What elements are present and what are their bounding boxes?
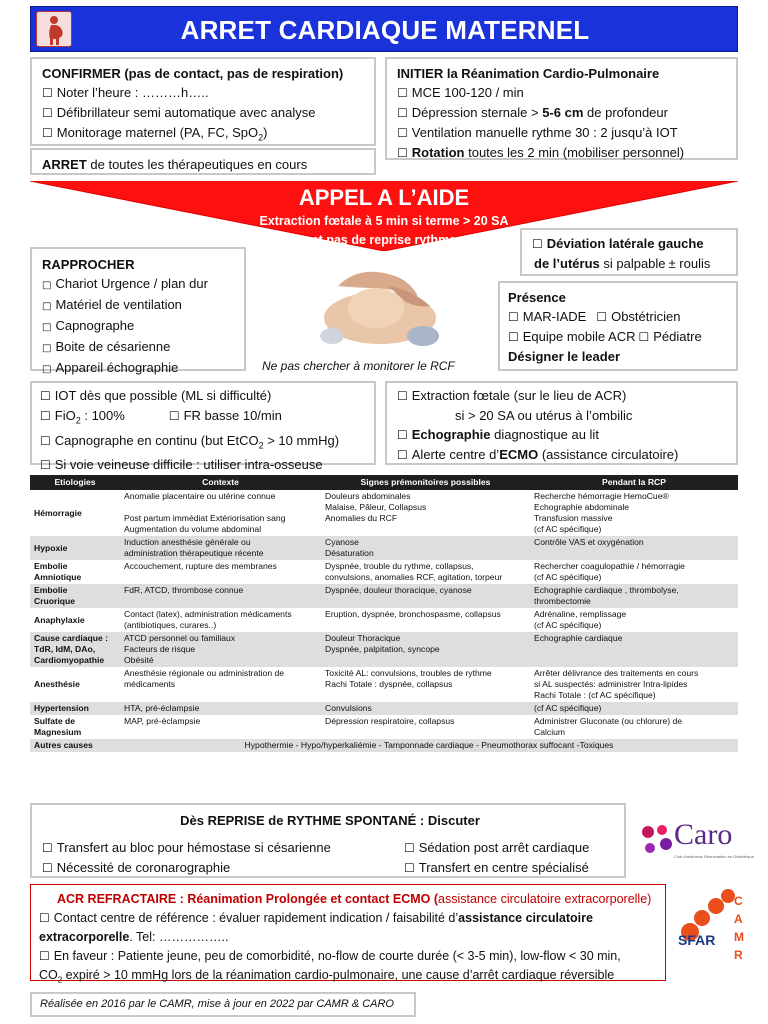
stop-text: ARRET de toutes les thérapeutiques en cours <box>42 157 308 172</box>
table-cell: Autres causes <box>30 739 120 752</box>
table-cell: Douleurs abdominales Malaise, Pâleur, Collapsus Anomalies du RCF <box>321 490 530 536</box>
checkbox-icon[interactable]: ☐ <box>596 310 608 324</box>
table-cell: Eruption, dyspnée, bronchospasme, collapsus <box>321 608 530 632</box>
table-cell: (cf AC spécifique) <box>530 702 738 715</box>
checkbox-icon[interactable]: ☐ <box>42 861 53 875</box>
sfar-camr-logo <box>676 888 762 1016</box>
table-cell: Arrêter délivrance des traitements en cours si AL suspectés: administrer Intra-lipides Rachi Totale : (cf AC spécifique) <box>530 667 738 702</box>
checkbox-icon[interactable]: ☐ <box>397 106 408 120</box>
table-header-row <box>30 475 738 490</box>
checkbox-icon[interactable]: ☐ <box>39 911 50 925</box>
footer-text: Réalisée en 2016 par le CAMR, mise à jour en 2022 par CAMR & CARO <box>40 998 394 1010</box>
table-row <box>30 702 738 715</box>
rcp-title: INITIER la Réanimation Cardio-Pulmonaire <box>397 66 660 81</box>
refractaire-item: ☐ Contact centre de référence : évaluer rapidement indication / faisabilité d’assistance circulatoire <box>39 909 665 928</box>
table-cell: Hypothermie - Hypo/hyperkaliémie - Tamponnade cardiaque - Pneumothorax suffocant -Toxiques <box>120 739 738 752</box>
rapprocher-item: □ Appareil échographie <box>42 358 244 379</box>
table-cell: Anesthésie <box>30 667 120 702</box>
rapprocher-title: RAPPROCHER <box>42 257 135 272</box>
reprise-row: ☐ Nécessité de coronarographie ☐ Transfert en centre spécialisé <box>42 858 624 878</box>
reprise-row: ☐ Transfert au bloc pour hémostase si césarienne ☐ Sédation post arrêt cardiaque <box>42 838 624 858</box>
table-cell: Anaphylaxie <box>30 608 120 632</box>
rcp-item: ☐ Rotation toutes les 2 min (mobiliser personnel) <box>397 143 736 163</box>
checkbox-icon[interactable]: □ <box>42 301 52 312</box>
table-row <box>30 715 738 739</box>
table-header: Contexte <box>120 475 321 490</box>
table-cell: Douleur Thoracique Dyspnée, palpitation, syncope <box>321 632 530 667</box>
refractaire-item: extracorporelle. Tel: …………….. <box>39 930 229 944</box>
checkbox-icon[interactable]: ☐ <box>397 126 408 140</box>
call-title: APPEL A L’AIDE <box>298 185 470 210</box>
checkbox-icon[interactable]: ☐ <box>638 330 650 344</box>
reprise-title: Dès REPRISE de RYTHME SPONTANÉ : Discuter <box>180 813 480 828</box>
uterine-displacement-photo <box>318 256 440 356</box>
checkbox-icon[interactable]: □ <box>42 364 52 375</box>
rcp-item: ☐ MCE 100-120 / min <box>397 83 736 103</box>
extraction-box <box>385 381 738 465</box>
confirm-title: CONFIRMER (pas de contact, pas de respiration) <box>42 66 344 81</box>
table-row <box>30 560 738 584</box>
checkbox-icon[interactable]: ☐ <box>508 330 519 344</box>
sfar-logo-text: SFAR <box>678 932 716 948</box>
presence-title: Présence <box>508 290 566 305</box>
call-sub1: Extraction fœtale à 5 min si terme > 20 SA <box>259 214 509 228</box>
table-header: Pendant la RCP <box>530 475 738 490</box>
checkbox-icon[interactable]: ☐ <box>39 949 50 963</box>
caro-logo-text: Caro <box>674 818 733 851</box>
camr-logo-text: CAMR <box>734 894 744 962</box>
refractaire-item: $CO_2$ expiré > 10 mmHg lors de la réanimation cardio-pulmonaire, une cause d’arrêt cardiaque réversible <box>39 968 615 985</box>
iot-item: ☐ Capnographe en continu (but EtCO$_2$ > 10 mmHg) <box>40 432 340 451</box>
rcp-box <box>385 57 738 160</box>
table-cell: Toxicité AL: convulsions, troubles de rythme Rachi Totale : dyspnée, collapsus <box>321 667 530 702</box>
iot-item: ☐ Si voie veineuse difficile : utiliser intra-osseuse <box>40 455 374 475</box>
image-caption: Ne pas chercher à monitorer le RCF <box>262 359 455 373</box>
checkbox-icon[interactable]: ☐ <box>404 861 415 875</box>
table-cell: ATCD personnel ou familiaux Facteurs de risque Obésité <box>120 632 321 667</box>
extraction-item: ☐ Alerte centre d’ECMO (assistance circulatoire) <box>397 445 736 465</box>
rapprocher-box <box>30 247 246 375</box>
table-header: Etiologies <box>30 475 120 490</box>
page-title: ARRET CARDIAQUE MATERNEL <box>180 15 590 45</box>
confirm-box <box>30 57 376 146</box>
caro-logo <box>636 818 760 868</box>
table-cell: Dyspnée, douleur thoracique, cyanose <box>321 584 530 608</box>
table-cell: Convulsions <box>321 702 530 715</box>
table-row <box>30 584 738 608</box>
checkbox-icon[interactable]: ☐ <box>508 310 519 324</box>
table-cell: Cyanose Désaturation <box>321 536 530 560</box>
table-row <box>30 739 738 752</box>
checkbox-icon[interactable]: ☐ <box>42 126 53 140</box>
deviation-line2: de l’utérus si palpable ± roulis <box>534 256 711 271</box>
caro-logo-sub: Club Anesthésie Réanimation en Obstétrique <box>674 854 754 859</box>
checkbox-icon[interactable]: ☐ <box>42 106 53 120</box>
rapprocher-item: □ Boite de césarienne <box>42 337 244 358</box>
checkbox-icon[interactable]: ☐ <box>397 146 408 160</box>
table-cell: Contrôle VAS et oxygénation <box>530 536 738 560</box>
confirm-item: ☐ Défibrillateur semi automatique avec analyse <box>42 103 374 123</box>
table-cell: Hémorragie <box>30 490 120 536</box>
table-cell: Hypoxie <box>30 536 120 560</box>
checkbox-icon[interactable]: ☐ <box>397 428 408 442</box>
table-cell: Anomalie placentaire ou utérine connue Post partum immédiat Extériorisation sang Augmentation du volume abdominal <box>120 490 321 536</box>
checkbox-icon[interactable]: ☐ <box>40 389 51 403</box>
rcp-item: ☐ Dépression sternale > 5-6 cm de profondeur <box>397 103 736 123</box>
footer-box <box>30 992 416 1017</box>
checkbox-icon[interactable]: ☐ <box>42 86 53 100</box>
presence-row: ☐ MAR-IADE ☐ Obstétricien <box>508 307 736 327</box>
table-cell: Embolie Cruorique <box>30 584 120 608</box>
table-cell: Echographie cardiaque <box>530 632 738 667</box>
table-header: Signes prémonitoires possibles <box>321 475 530 490</box>
table-cell: Dyspnée, trouble du rythme, collapsus, convulsions, anomalies RCF, agitation, torpeur <box>321 560 530 584</box>
deviation-box <box>520 228 738 276</box>
refractaire-box <box>30 884 666 985</box>
caro-symbol-icon <box>636 820 676 860</box>
rapprocher-item: □ Chariot Urgence / plan dur <box>42 274 244 295</box>
checkbox-icon[interactable]: □ <box>42 322 52 333</box>
reprise-box <box>30 803 626 878</box>
deviation-line1: ☐ Déviation latérale gauche <box>532 234 736 254</box>
iot-item: ☐ IOT dès que possible (ML si difficulté) <box>40 386 374 406</box>
checkbox-icon[interactable]: ☐ <box>397 448 408 462</box>
checkbox-icon[interactable]: ☐ <box>404 841 415 855</box>
checkbox-icon[interactable]: □ <box>42 343 52 354</box>
presence-leader: Désigner le leader <box>508 349 620 364</box>
table-row <box>30 490 738 536</box>
table-cell: Induction anesthésie générale ou administration thérapeutique récente <box>120 536 321 560</box>
etiology-table <box>30 475 738 752</box>
table-row <box>30 536 738 560</box>
checkbox-icon[interactable]: ☐ <box>40 433 51 448</box>
checkbox-icon[interactable]: ☐ <box>397 86 408 100</box>
table-cell: Cause cardiaque : TdR, IdM, DAo, Cardiomyopathie <box>30 632 120 667</box>
rapprocher-item: □ Matériel de ventilation <box>42 295 244 316</box>
checkbox-icon[interactable]: □ <box>42 280 52 291</box>
presence-box <box>498 281 738 371</box>
stop-box <box>30 148 376 175</box>
table-cell: Sulfate de Magnesium <box>30 715 120 739</box>
table-row <box>30 608 738 632</box>
table-row <box>30 667 738 702</box>
refractaire-item: ☐ En faveur : Patiente jeune, peu de comorbidité, no-flow de courte durée (< 3-5 min), low-flow < 30 min, <box>39 947 665 966</box>
header-banner <box>30 6 738 52</box>
table-cell: Anesthésie régionale ou administration de médicaments <box>120 667 321 702</box>
table-cell: Administrer Gluconate (ou chlorure) de Calcium <box>530 715 738 739</box>
table-cell: Rechercher coagulopathie / hémorragie (cf AC spécifique) <box>530 560 738 584</box>
confirm-item: ☐ Noter l’heure : ………h….. <box>42 83 374 103</box>
table-row <box>30 632 738 667</box>
checkbox-icon[interactable]: ☐ <box>397 389 408 403</box>
table-cell: Recherche hémorragie HemoCue® Echographie abdominale Transfusion massive (cf AC spécifique) <box>530 490 738 536</box>
table-cell: FdR, ATCD, thrombose connue <box>120 584 321 608</box>
table-cell: Echographie cardiaque , thrombolyse, thrombectomie <box>530 584 738 608</box>
extraction-item: ☐ Extraction fœtale (sur le lieu de ACR) <box>397 386 736 406</box>
table-cell: MAP, pré-éclampsie <box>120 715 321 739</box>
table-cell: Embolie Amniotique <box>30 560 120 584</box>
confirm-item: ☐ Monitorage maternel (PA, FC, SpO$_2$) <box>42 125 268 143</box>
table-cell: Hypertension <box>30 702 120 715</box>
rapprocher-item: □ Capnographe <box>42 316 244 337</box>
rcp-item: ☐ Ventilation manuelle rythme 30 : 2 jusqu’à IOT <box>397 123 736 143</box>
table-cell: Accouchement, rupture des membranes <box>120 560 321 584</box>
extraction-item: ☐ Echographie diagnostique au lit <box>397 425 736 445</box>
refractaire-title: ACR REFRACTAIRE : Réanimation Prolongée et contact ECMO (assistance circulatoire extracorporelle) <box>57 892 652 906</box>
table-cell: Adrénaline, remplissage (cf AC spécifique) <box>530 608 738 632</box>
checkbox-icon[interactable]: ☐ <box>168 409 180 423</box>
table-cell: HTA, pré-éclampsie <box>120 702 321 715</box>
extraction-item: si > 20 SA ou utérus à l’ombilic <box>455 408 633 423</box>
call-sub2: et pas de reprise rythme <box>311 233 457 247</box>
checkbox-icon[interactable]: ☐ <box>40 409 51 423</box>
table-cell: Contact (latex), administration médicaments (antibiotiques, curares..) <box>120 608 321 632</box>
presence-row: ☐ Equipe mobile ACR ☐ Pédiatre <box>508 327 736 347</box>
checkbox-icon[interactable]: ☐ <box>42 841 53 855</box>
iot-box <box>30 381 376 473</box>
checkbox-icon[interactable]: ☐ <box>532 237 543 251</box>
table-cell: Dépression respiratoire, collapsus <box>321 715 530 739</box>
iot-item: ☐ FiO$_2$ : 100% ☐ FR basse 10/min <box>40 408 282 426</box>
checkbox-icon[interactable]: ☐ <box>40 458 51 473</box>
